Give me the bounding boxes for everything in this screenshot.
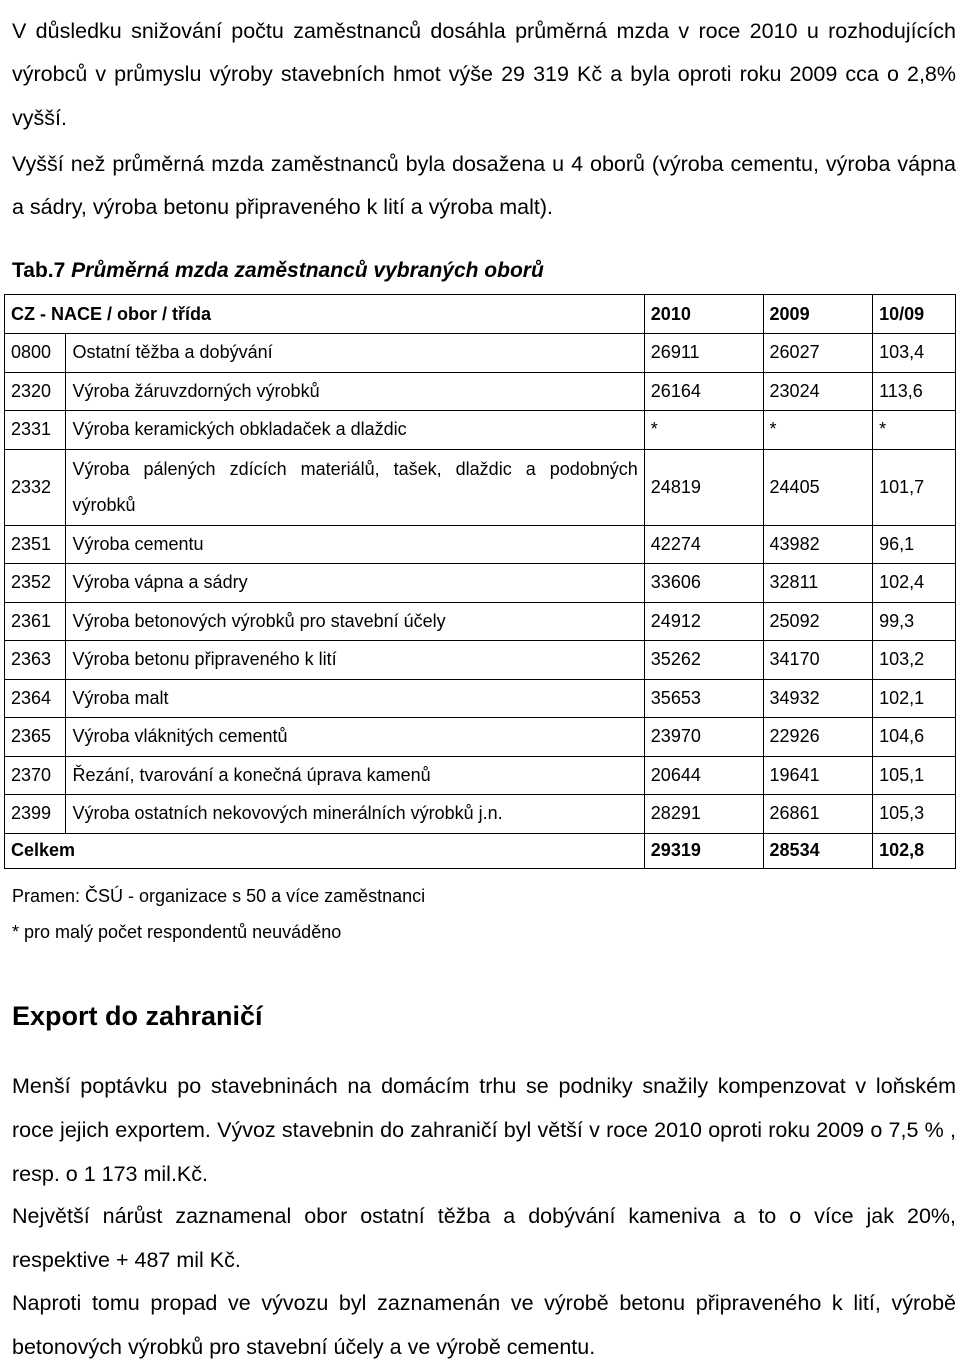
row-name: Výroba betonových výrobků pro stavební účely xyxy=(66,602,644,641)
row-value-2010: 33606 xyxy=(644,564,763,603)
section-heading: Export do zahraničí xyxy=(12,1001,263,1031)
row-value-2010: 28291 xyxy=(644,795,763,834)
row-code: 2320 xyxy=(5,372,66,411)
table-row xyxy=(5,334,956,373)
table-row xyxy=(5,718,956,757)
row-index: 113,6 xyxy=(873,372,956,411)
table-header-row xyxy=(5,295,956,334)
table-total-row xyxy=(5,833,956,868)
row-code: 0800 xyxy=(5,334,66,373)
intro-paragraph-1: V důsledku snižování počtu zaměstnanců dosáhla průměrná mzda v roce 2010 u rozhodujících výrobců v průmyslu výroby stavebních hmot výše 29 319 Kč a byla oproti roku 2009 cca o 2,8% vyšší. xyxy=(12,18,956,130)
table-row xyxy=(5,641,956,680)
export-paragraph-3: Naproti tomu propad ve vývozu byl zaznamenán ve výrobě betonu připraveného k lití, výrobě betonových výrobků pro stavební účely a ve výrobě cementu. xyxy=(12,1290,956,1359)
header-nace: CZ - NACE / obor / třída xyxy=(5,295,645,334)
row-value-2009: 26027 xyxy=(763,334,873,373)
total-value-2009: 28534 xyxy=(763,833,873,868)
table-row xyxy=(5,795,956,834)
row-value-2009: 23024 xyxy=(763,372,873,411)
row-name: Výroba betonu připraveného k lití xyxy=(66,641,644,680)
row-name: Řezání, tvarování a konečná úprava kamenů xyxy=(66,756,644,795)
row-name: Výroba malt xyxy=(66,679,644,718)
row-value-2010: * xyxy=(644,411,763,450)
row-index: * xyxy=(873,411,956,450)
row-index: 101,7 xyxy=(873,449,956,525)
row-code: 2370 xyxy=(5,756,66,795)
total-value-2010: 29319 xyxy=(644,833,763,868)
row-index: 105,3 xyxy=(873,795,956,834)
row-name: Ostatní těžba a dobývání xyxy=(66,334,644,373)
row-value-2010: 24819 xyxy=(644,449,763,525)
table-row xyxy=(5,756,956,795)
row-value-2010: 35262 xyxy=(644,641,763,680)
row-value-2009: 24405 xyxy=(763,449,873,525)
row-value-2010: 26164 xyxy=(644,372,763,411)
row-code: 2331 xyxy=(5,411,66,450)
table-row xyxy=(5,411,956,450)
row-code: 2361 xyxy=(5,602,66,641)
row-value-2010: 24912 xyxy=(644,602,763,641)
row-index: 104,6 xyxy=(873,718,956,757)
table-row xyxy=(5,602,956,641)
row-name: Výroba vláknitých cementů xyxy=(66,718,644,757)
table-row xyxy=(5,525,956,564)
table-caption-prefix: Tab.7 xyxy=(12,259,66,282)
wage-table xyxy=(4,294,956,869)
row-index: 103,4 xyxy=(873,334,956,373)
row-name: Výroba žáruvzdorných výrobků xyxy=(66,372,644,411)
table-source: Pramen: ČSÚ - organizace s 50 a více zaměstnanci xyxy=(12,886,426,906)
row-code: 2399 xyxy=(5,795,66,834)
table-row xyxy=(5,449,956,525)
table-footnote: * pro malý počet respondentů neuváděno xyxy=(12,922,342,942)
row-index: 102,1 xyxy=(873,679,956,718)
row-code: 2351 xyxy=(5,525,66,564)
export-paragraph-1: Menší poptávku po stavebninách na domácím trhu se podniky snažily kompenzovat v loňském roce jejich exportem. Vývoz stavebnin do zahraničí byl větší v roce 2010 oproti roku 2009 o 7,5 % , resp. o 1 173 mil.Kč. xyxy=(12,1073,956,1186)
row-value-2009: 34932 xyxy=(763,679,873,718)
row-code: 2364 xyxy=(5,679,66,718)
row-index: 103,2 xyxy=(873,641,956,680)
row-value-2009: 25092 xyxy=(763,602,873,641)
row-value-2009: * xyxy=(763,411,873,450)
row-name: Výroba ostatních nekovových minerálních výrobků j.n. xyxy=(66,795,644,834)
table-caption xyxy=(12,251,544,291)
table-row xyxy=(5,679,956,718)
row-value-2010: 23970 xyxy=(644,718,763,757)
header-2010: 2010 xyxy=(644,295,763,334)
intro-paragraph-2: Vyšší než průměrná mzda zaměstnanců byla dosažena u 4 oborů (výroba cementu, výroba vápna a sádry, výroba betonu připraveného k lití a výroba malt). xyxy=(12,151,956,219)
row-value-2010: 26911 xyxy=(644,334,763,373)
table-caption-title: Průměrná mzda zaměstnanců vybraných oborů xyxy=(71,259,544,282)
row-value-2009: 19641 xyxy=(763,756,873,795)
row-code: 2363 xyxy=(5,641,66,680)
row-index: 99,3 xyxy=(873,602,956,641)
row-index: 102,4 xyxy=(873,564,956,603)
row-index: 105,1 xyxy=(873,756,956,795)
row-index: 96,1 xyxy=(873,525,956,564)
row-name: Výroba cementu xyxy=(66,525,644,564)
row-value-2009: 32811 xyxy=(763,564,873,603)
total-index: 102,8 xyxy=(873,833,956,868)
row-code: 2352 xyxy=(5,564,66,603)
header-2009: 2009 xyxy=(763,295,873,334)
header-index: 10/09 xyxy=(873,295,956,334)
row-code: 2332 xyxy=(5,449,66,525)
row-code: 2365 xyxy=(5,718,66,757)
table-row xyxy=(5,564,956,603)
row-value-2010: 35653 xyxy=(644,679,763,718)
row-name: Výroba pálených zdících materiálů, tašek, dlaždic a podobných výrobků xyxy=(66,449,644,525)
total-label: Celkem xyxy=(5,833,645,868)
row-value-2009: 43982 xyxy=(763,525,873,564)
row-name: Výroba vápna a sádry xyxy=(66,564,644,603)
row-name: Výroba keramických obkladaček a dlaždic xyxy=(66,411,644,450)
row-value-2010: 42274 xyxy=(644,525,763,564)
table-row xyxy=(5,372,956,411)
row-value-2010: 20644 xyxy=(644,756,763,795)
row-value-2009: 34170 xyxy=(763,641,873,680)
row-value-2009: 26861 xyxy=(763,795,873,834)
export-paragraph-2: Největší nárůst zaznamenal obor ostatní těžba a dobývání kameniva a to o více jak 20%, respektive + 487 mil Kč. xyxy=(12,1203,956,1272)
row-value-2009: 22926 xyxy=(763,718,873,757)
